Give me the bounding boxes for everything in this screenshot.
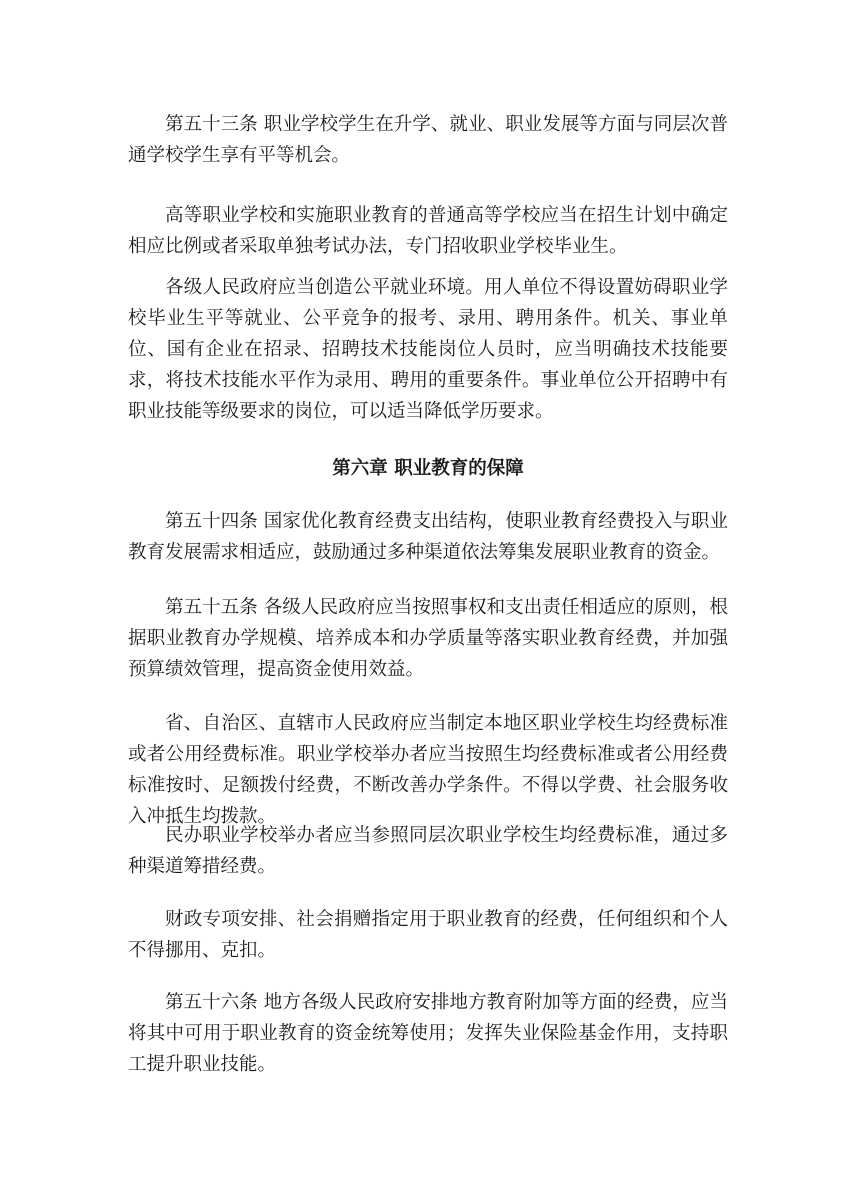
higher-vocational-admission-paragraph: 高等职业学校和实施职业教育的普通高等学校应当在招生计划中确定相应比例或者采取单独考试办法，专门招收职业学校毕业生。 (128, 205, 728, 257)
article-53-paragraph: 第五十三条 职业学校学生在升学、就业、职业发展等方面与同层次普通学校学生享有平等机会。 (128, 114, 728, 166)
article-56-paragraph: 第五十六条 地方各级人民政府安排地方教育附加等方面的经费，应当将其中可用于职业教育的资金统筹使用；发挥失业保险基金作用，支持职工提升职业技能。 (128, 992, 728, 1075)
article-54-paragraph: 第五十四条 国家优化教育经费支出结构，使职业教育经费投入与职业教育发展需求相适应，鼓励通过多种渠道依法筹集发展职业教育的资金。 (128, 511, 728, 563)
funding-standard-paragraph: 省、自治区、直辖市人民政府应当制定本地区职业学校生均经费标准或者公用经费标准。职业学校举办者应当按照生均经费标准或者公用经费标准按时、足额拨付经费，不断改善办学条件。不得以学费、社会服务收入冲抵生均拨款。 (128, 713, 728, 827)
article-55-paragraph: 第五十五条 各级人民政府应当按照事权和支出责任相适应的原则，根据职业教育办学规模、培养成本和办学质量等落实职业教育经费，并加强预算绩效管理，提高资金使用效益。 (128, 597, 728, 680)
private-school-funding-paragraph: 民办职业学校举办者应当参照同层次职业学校生均经费标准，通过多种渠道筹措经费。 (128, 825, 728, 877)
earmarked-funds-paragraph: 财政专项安排、社会捐赠指定用于职业教育的经费，任何组织和个人不得挪用、克扣。 (128, 909, 728, 961)
chapter-heading: 第六章 职业教育的保障 (332, 458, 524, 479)
fair-employment-paragraph: 各级人民政府应当创造公平就业环境。用人单位不得设置妨碍职业学校毕业生平等就业、公平竞争的报考、录用、聘用条件。机关、事业单位、国有企业在招录、招聘技术技能岗位人员时，应当明确技术技能要求，将技术技能水平作为录用、聘用的重要条件。事业单位公开招聘中有职业技能等级要求的岗位，可以适当降低学历要求。 (128, 277, 728, 422)
